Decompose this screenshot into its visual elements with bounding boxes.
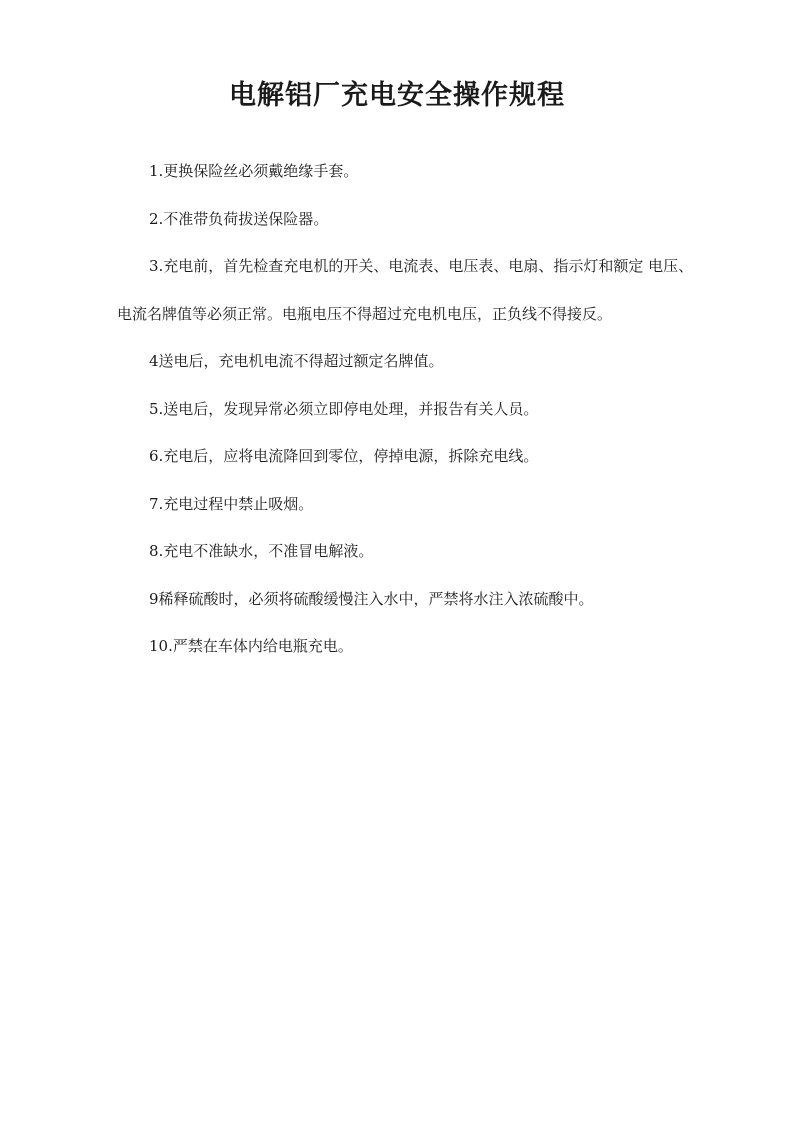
rule-item-2: 2.不准带负荷拔送保险器。	[149, 209, 329, 228]
rule-item-6: 6.充电后，应将电流降回到零位，停掉电源，拆除充电线。	[149, 447, 539, 465]
document-title: 电解铝厂充电安全操作规程	[229, 80, 565, 111]
rule-item-8: 8.充电不准缺水，不准冒电解液。	[149, 542, 374, 560]
rule-item-7: 7.充电过程中禁止吸烟。	[149, 494, 314, 513]
rule-item-10: 10.严禁在车体内给电瓶充电。	[149, 637, 353, 655]
rule-item-1: 1.更换保险丝必须戴绝缘手套。	[149, 162, 359, 180]
rule-item-5: 5.送电后，发现异常必须立即停电处理，并报告有关人员。	[149, 399, 539, 418]
rule-item-3: 3.充电前，首先检查充电机的开关、电流表、电压表、电扇、指示灯和额定 电压、电流名牌值等必须正常。电瓶电压不得超过充电机电压，正负线不得接反。	[117, 257, 694, 323]
rule-item-4: 4送电后，充电机电流不得超过额定名牌值。	[149, 352, 444, 370]
document-body	[117, 148, 707, 671]
rule-item-9: 9稀释硫酸时，必须将硫酸缓慢注入水中，严禁将水注入浓硫酸中。	[149, 589, 594, 608]
